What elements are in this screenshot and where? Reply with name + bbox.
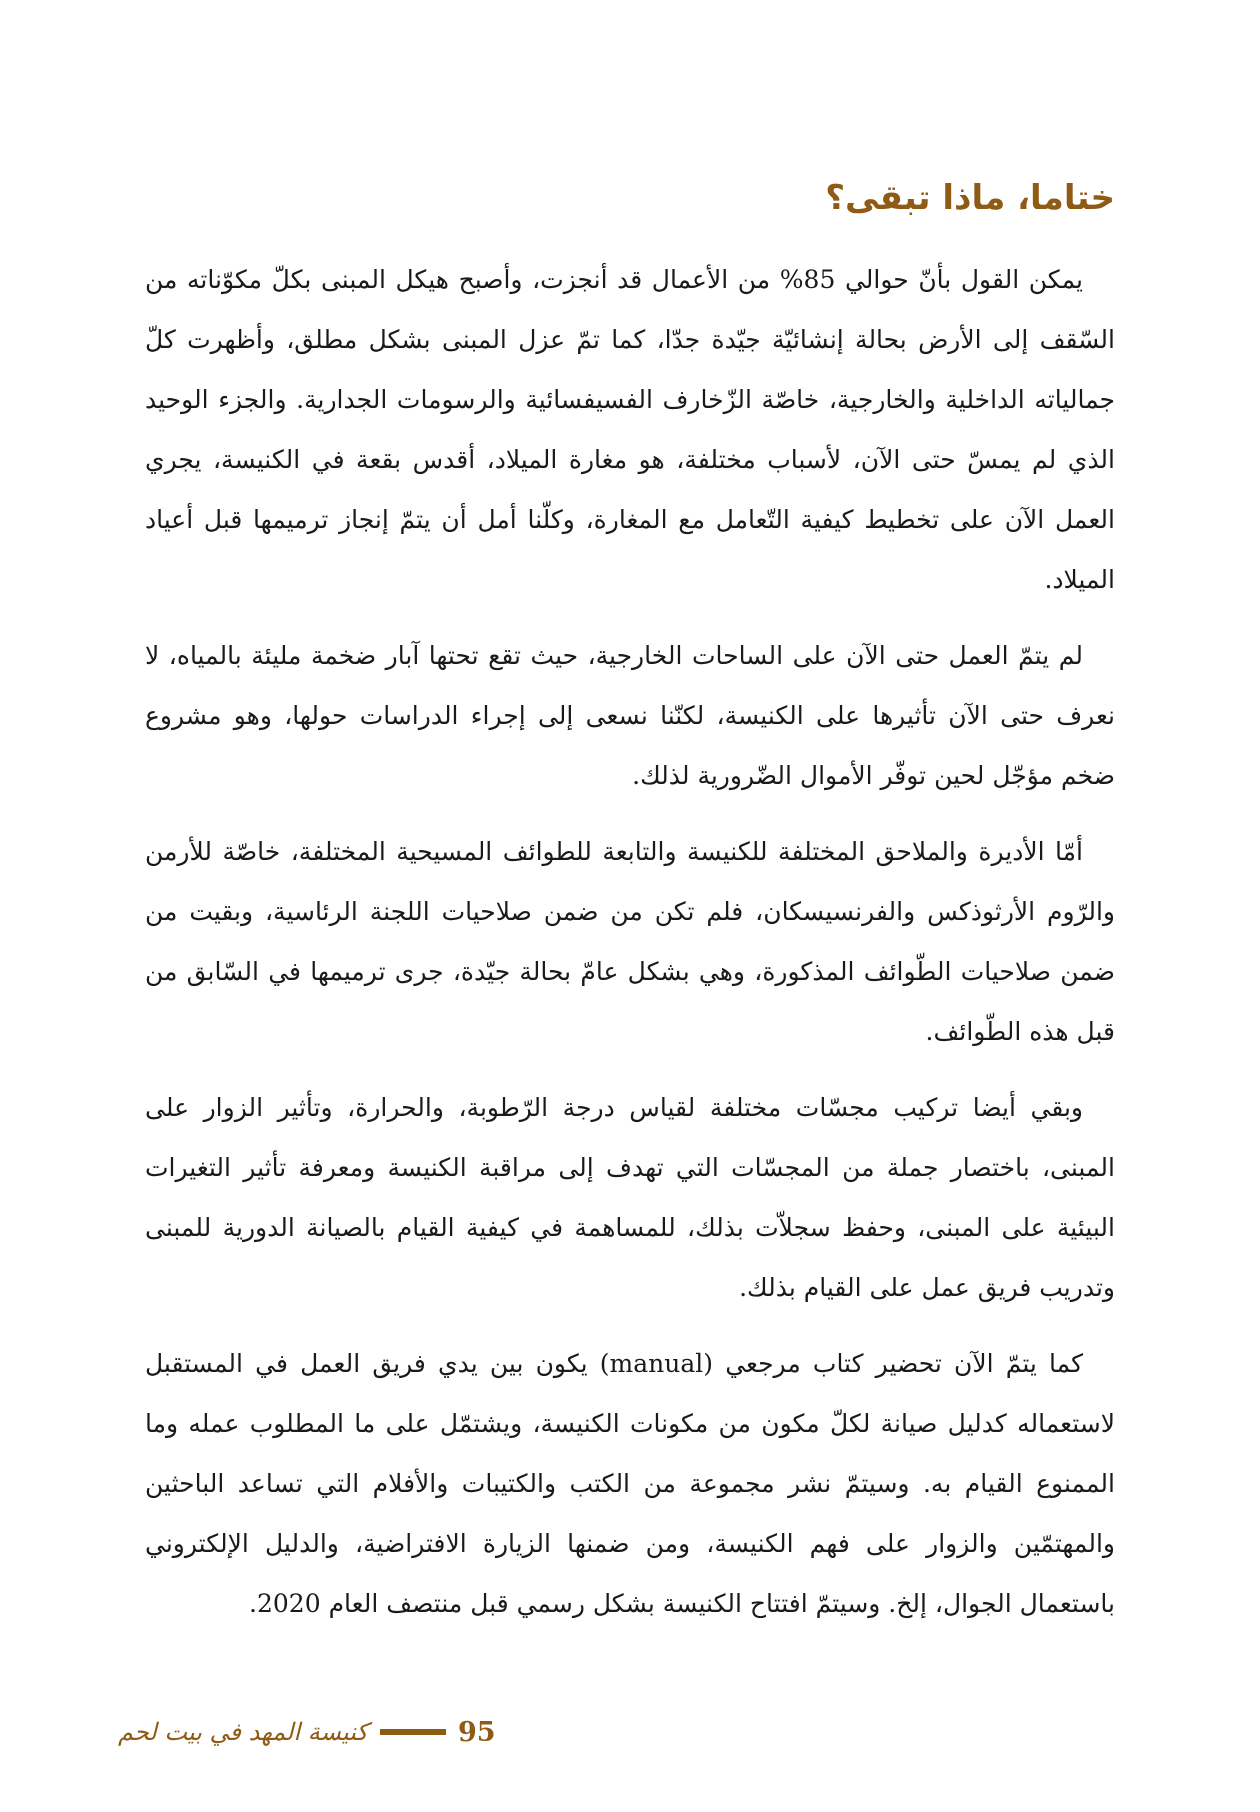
paragraph-5: كما يتمّ الآن تحضير كتاب مرجعي (manual) يكون بين يدي فريق العمل في المستقبل لاستعماله كدليل صيانة لكلّ مكون من مكونات الكنيسة، ويشتمّل على ما المطلوب عمله وما الممنوع القيام به. وسيتمّ نشر مجموعة من الكتب والكتيبات والأفلام التي تساعد الباحثين والمهتمّين والزوار على فهم الكنيسة، ومن ضمنها الزيارة الافتراضية، والدليل الإلكتروني باستعمال الجوال، إلخ. وسيتمّ افتتاح الكنيسة بشكل رسمي قبل منتصف العام 2020.: [145, 1349, 1115, 1618]
section-heading: ختاما، ماذا تبقى؟: [825, 178, 1115, 218]
page-number: 95: [457, 1716, 496, 1748]
running-title: كنيسة المهد في بيت لحم: [118, 1718, 368, 1746]
paragraph-2: لم يتمّ العمل حتى الآن على الساحات الخارجية، حيث تقع تحتها آبار ضخمة مليئة بالمياه، لا نعرف حتى الآن تأثيرها على الكنيسة، لكنّنا نسعى إلى إجراء الدراسات حولها، وهو مشروع ضخم مؤجّل لحين توفّر الأموال الضّرورية لذلك.: [145, 641, 1115, 790]
paragraph-4: وبقي أيضا تركيب مجسّات مختلفة لقياس درجة الرّطوبة، والحرارة، وتأثير الزوار على المبنى، باختصار جملة من المجسّات التي تهدف إلى مراقبة الكنيسة ومعرفة تأثير التغيرات البيئية على المبنى، وحفظ سجلاّت بذلك، للمساهمة في كيفية القيام بالصيانة الدورية للمبنى وتدريب فريق عمل على القيام بذلك.: [145, 1093, 1115, 1302]
paragraph-1: يمكن القول بأنّ حوالي 85% من الأعمال قد أنجزت، وأصبح هيكل المبنى بكلّ مكوّناته من السّقف إلى الأرض بحالة إنشائيّة جيّدة جدّا، كما تمّ عزل المبنى بشكل مطلق، وأظهرت كلّ جمالياته الداخلية والخارجية، خاصّة الزّخارف الفسيفسائية والرسومات الجدارية. والجزء الوحيد الذي لم يمسّ حتى الآن، لأسباب مختلفة، هو مغارة الميلاد، أقدس بقعة في الكنيسة، يجري العمل الآن على تخطيط كيفية التّعامل مع المغارة، وكلّنا أمل أن يتمّ إنجاز ترميمها قبل أعياد الميلاد.: [145, 265, 1115, 594]
body-text: [145, 250, 1115, 1650]
footer-divider: [380, 1729, 446, 1735]
page-footer: [118, 1712, 496, 1752]
paragraph-3: أمّا الأديرة والملاحق المختلفة للكنيسة والتابعة للطوائف المسيحية المختلفة، خاصّة للأرمن والرّوم الأرثوذكس والفرنسيسكان، فلم تكن من ضمن صلاحيات اللجنة الرئاسية، وبقيت من ضمن صلاحيات الطّوائف المذكورة، وهي بشكل عامّ بحالة جيّدة، جرى ترميمها في السّابق من قبل هذه الطّوائف.: [145, 837, 1115, 1046]
